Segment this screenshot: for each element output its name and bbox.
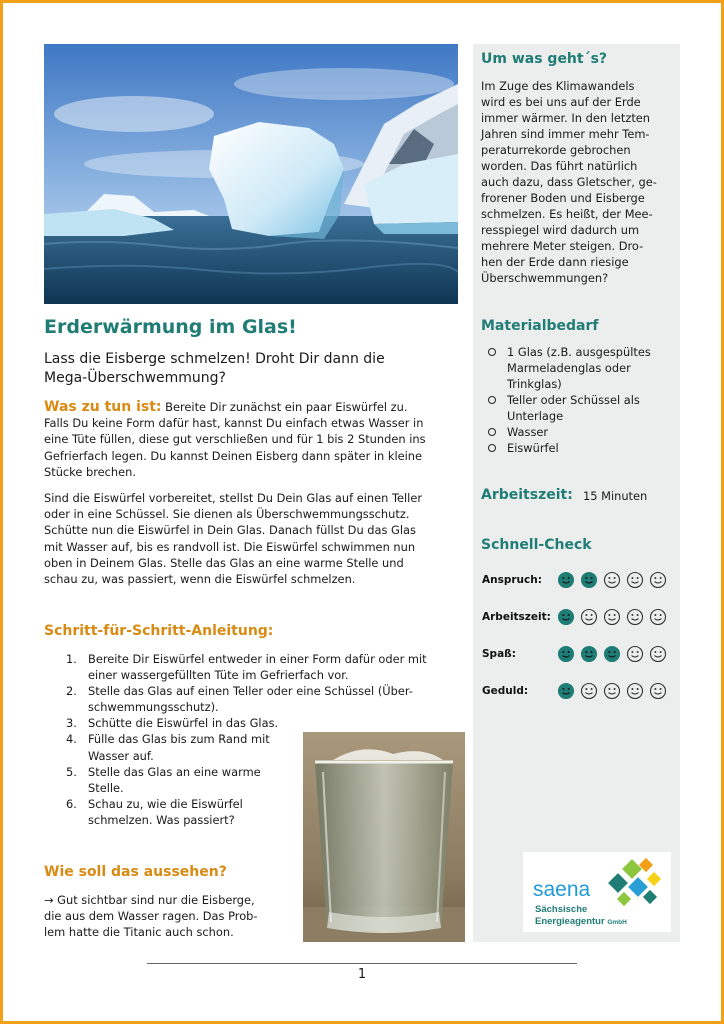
list-item: 2. Stelle das Glas auf einen Teller oder eine Schüssel (Über- schwemmungsschutz). <box>66 684 413 715</box>
smiley-filled-icon <box>603 645 621 663</box>
logo-line1: Sächsische <box>535 904 588 915</box>
saena-logo <box>523 852 671 932</box>
smiley-filled-icon <box>557 682 575 700</box>
smiley-outline-icon <box>626 571 644 589</box>
sidebar <box>473 44 680 942</box>
rating-faces <box>557 645 667 663</box>
glass-photo <box>303 732 465 942</box>
circle-bullet-icon <box>488 348 496 356</box>
smiley-filled-icon <box>580 571 598 589</box>
intro-text: Lass die Eisberge schmelzen! Droht Dir dann die Mega-Überschwemmung? <box>44 351 385 386</box>
smiley-filled-icon <box>557 608 575 626</box>
smiley-outline-icon <box>626 682 644 700</box>
smiley-filled-icon <box>557 571 575 589</box>
iceberg-photo <box>44 44 458 304</box>
list-item: 5. Stelle das Glas an eine warme Stelle. <box>66 764 261 795</box>
about-text: Im Zuge des Klimawandels wird es bei uns auf der Erde immer wärmer. In den letzten Jahren sind immer mehr Tem- peraturrekorde gebrochen worden. Das führt natürlich auch dazu, dass Gletscher, ge- frorener Boden und Eisberge schmelzen. Es heißt, der Mee- resspiegel wird dadurch um mehrere Meter steigen. Dro- hen der Erde dann riesige Überschwemmungen? <box>481 79 657 285</box>
circle-bullet-icon <box>488 444 496 452</box>
footer-divider <box>147 963 577 964</box>
list-item: 6. Schau zu, wie die Eiswürfel schmelzen. Was passiert? <box>66 796 243 827</box>
look-heading: Wie soll das aussehen? <box>44 864 227 880</box>
check-heading: Schnell-Check <box>481 537 592 553</box>
circle-bullet-icon <box>488 396 496 404</box>
list-item: Teller oder Schüssel als Unterlage <box>481 392 677 424</box>
list-item: 4. Fülle das Glas bis zum Rand mit Wasser auf. <box>66 732 270 763</box>
smiley-filled-icon <box>580 645 598 663</box>
rating-faces <box>557 571 667 589</box>
circle-bullet-icon <box>488 428 496 436</box>
materials-heading: Materialbedarf <box>481 318 599 334</box>
smiley-outline-icon <box>603 682 621 700</box>
smiley-outline-icon <box>649 571 667 589</box>
check-label: Geduld: <box>482 685 529 697</box>
smiley-outline-icon <box>603 608 621 626</box>
smiley-outline-icon <box>580 608 598 626</box>
instructions-paragraph: Sind die Eiswürfel vorbereitet, stellst Du Dein Glas auf einen Teller oder in eine Schüssel. Sie dienen als Überschwemmungsschutz. Schütte nun die Eiswürfel in Dein Glas. Danach füllst Du das Glas mit Wasser auf, bis es randvoll ist. Die Eiswürfel schwimmen nun oben in Deinem Glas. Stelle das Glas an eine warme Stelle und schau zu, was passiert, wenn die Eiswürfel schmelzen. <box>44 491 423 587</box>
worktime-value: 15 Minuten <box>583 489 648 503</box>
smiley-outline-icon <box>626 645 644 663</box>
todo-heading: Was zu tun ist: <box>44 399 162 415</box>
logo-name: saena <box>533 878 591 901</box>
worktime-heading: Arbeitszeit: <box>481 487 573 503</box>
rating-faces <box>557 608 667 626</box>
check-label: Anspruch: <box>482 574 542 586</box>
smiley-outline-icon <box>580 682 598 700</box>
check-label: Spaß: <box>482 648 516 660</box>
steps-heading: Schritt-für-Schritt-Anleitung: <box>44 623 274 639</box>
smiley-outline-icon <box>649 608 667 626</box>
smiley-outline-icon <box>649 645 667 663</box>
check-label: Arbeitszeit: <box>482 611 551 623</box>
rating-faces <box>557 682 667 700</box>
list-item: Wasser <box>481 424 677 440</box>
list-item: 3. Schütte die Eiswürfel in das Glas. <box>66 716 279 731</box>
about-heading: Um was geht´s? <box>481 51 608 67</box>
list-item: Eiswürfel <box>481 440 677 456</box>
smiley-outline-icon <box>626 608 644 626</box>
todo-paragraph: Was zu tun ist: Bereite Dir zunächst ein paar Eiswürfel zu. Falls Du keine Form dafür hast, kannst Du einfach etwas Wasser in eine Tüte füllen, diese gut verschließen und für 1 bis 2 Stunden ins Gefrierfach legen. Du kannst Deinen Eisberg dann später in kleine Stücke brechen. <box>44 399 426 479</box>
smiley-filled-icon <box>557 645 575 663</box>
logo-line2: Energieagentur GmbH <box>535 916 627 927</box>
smiley-outline-icon <box>603 571 621 589</box>
list-item: 1. Bereite Dir Eiswürfel entweder in einer Form dafür oder mit einer wassergefüllten Tüte im Gefrierfach vor. <box>66 652 427 683</box>
list-item: 1 Glas (z.B. ausgespültes Marmeladenglas oder Trinkglas) <box>481 344 677 392</box>
smiley-outline-icon <box>649 682 667 700</box>
page-number: 1 <box>357 967 367 982</box>
materials-list <box>481 344 677 456</box>
page-title: Erderwärmung im Glas! <box>44 316 297 338</box>
look-text: → Gut sichtbar sind nur die Eisberge, die aus dem Wasser ragen. Das Prob- lem hatte die Titanic auch schon. <box>44 893 258 940</box>
